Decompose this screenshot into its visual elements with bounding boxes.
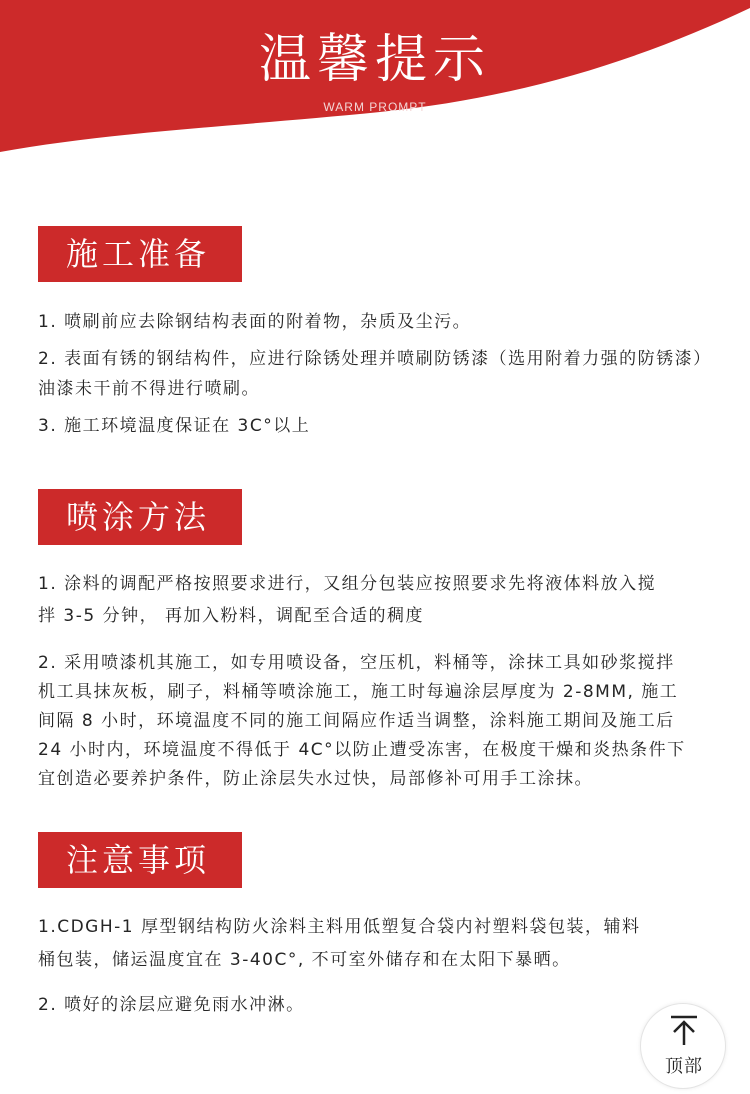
preparation-line-1: 1. 喷刷前应去除钢结构表面的附着物，杂质及尘污。 bbox=[38, 312, 472, 332]
section-heading-preparation: 施工准备 bbox=[38, 226, 242, 282]
arrow-up-icon bbox=[669, 1014, 699, 1046]
section-heading-spray-method: 喷涂方法 bbox=[38, 489, 242, 545]
spray-method-line-2: 拌 3-5 分钟， 再加入粉料，调配至合适的稠度 bbox=[38, 606, 424, 626]
spray-method-line-7: 宜创造必要养护条件，防止涂层失水过快，局部修补可用手工涂抹。 bbox=[38, 769, 593, 789]
spray-method-line-1: 1. 涂料的调配严格按照要求进行，又组分包装应按照要求先将液体料放入搅 bbox=[38, 574, 657, 594]
spray-method-line-6: 24 小时内，环境温度不得低于 4C°以防止遭受冻害，在极度干燥和炎热条件下 bbox=[38, 740, 686, 760]
preparation-line-3: 油漆未干前不得进行喷刷。 bbox=[38, 379, 260, 399]
preparation-line-2: 2. 表面有锈的钢结构件，应进行除锈处理并喷刷防锈漆（选用附着力强的防锈漆） bbox=[38, 349, 712, 369]
section-heading-notes: 注意事项 bbox=[38, 832, 242, 888]
page-title: 温馨提示 bbox=[258, 30, 491, 90]
header-banner bbox=[0, 0, 750, 160]
back-to-top-button[interactable] bbox=[640, 1003, 726, 1089]
notes-line-1: 1.CDGH-1 厚型钢结构防火涂料主料用低塑复合袋内衬塑料袋包装，辅料 bbox=[38, 917, 641, 937]
notes-line-3: 2. 喷好的涂层应避免雨水冲淋。 bbox=[38, 995, 305, 1015]
spray-method-line-3: 2. 采用喷漆机其施工，如专用喷设备，空压机，料桶等，涂抹工具如砂浆搅拌 bbox=[38, 653, 675, 673]
preparation-line-4: 3. 施工环境温度保证在 3C°以上 bbox=[38, 416, 311, 436]
page-subtitle: WARM PROMPT bbox=[323, 100, 427, 114]
back-to-top-label: 顶部 bbox=[665, 1056, 703, 1077]
spray-method-line-5: 间隔 8 小时，环境温度不同的施工间隔应作适当调整，涂料施工期间及施工后 bbox=[38, 711, 675, 731]
spray-method-line-4: 机工具抹灰板，刷子，料桶等喷涂施工，施工时每遍涂层厚度为 2-8MM, 施工 bbox=[38, 682, 679, 702]
notes-line-2: 桶包装，储运温度宜在 3-40C°, 不可室外储存和在太阳下暴晒。 bbox=[38, 950, 571, 970]
